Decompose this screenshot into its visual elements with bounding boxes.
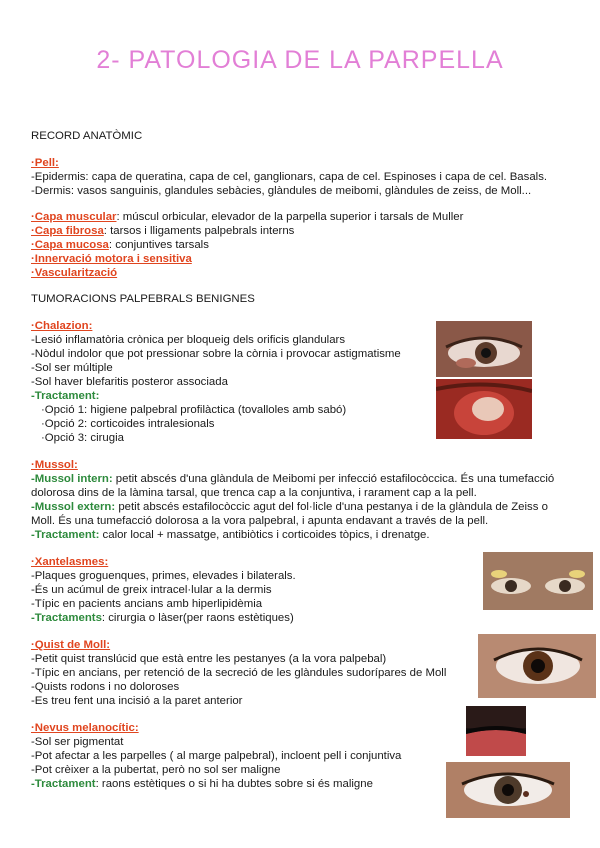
chalazion-option-1: ·Opció 1: higiene palpebral profilàctica (tovalloles amb sabó) [41,404,347,416]
capa-fibrosa [31,225,294,239]
nevus-line-1: -Sol ser pigmentat [31,736,124,748]
moll-label: ·Quist de Moll: [31,639,111,651]
mussol-intern-2: dolorosa dins de la làmina tarsal, que trenca cap a la conjuntiva, i rarament cap a la pell. [31,487,477,499]
moll-line-2: -Típic en ancians, per retenció de la secreció de les glàndules sudorípares de Moll [31,667,447,679]
moll-cyst-photo [478,634,596,698]
chalazion-line-4: -Sol haver blefaritis posteror associada [31,376,228,388]
xantelasmes-line-3: -Típic en pacients ancians amb hiperlipidèmia [31,598,263,610]
nevus-label: ·Nevus melanocític: [31,722,139,734]
nevus-tract-text: : raons estètiques o si hi ha dubtes sobre si és maligne [95,778,373,790]
nevus-lid-photo [466,706,526,756]
nevus-line-2: -Pot afectar a les parpelles ( al marge palpebral), incloent pell i conjuntiva [31,750,402,762]
nevus-tract-label: -Tractament [31,778,96,790]
nevus-eye-photo [446,762,570,818]
mussol-intern-1 [31,473,554,487]
capa-fibrosa-label: ·Capa fibrosa [31,225,104,237]
vascularitzacio-label: ·Vascularització [31,267,118,279]
moll-line-1: -Petit quist translúcid que està entre les pestanyes (a la vora palpebal) [31,653,387,665]
capa-muscular [31,211,463,225]
tumoracions-heading: TUMORACIONS PALPEBRALS BENIGNES [31,293,255,305]
capa-mucosa-text: : conjuntives tarsals [108,239,209,251]
nevus-tract [31,778,373,792]
xantelasmes-tract-label: -Tractaments [31,612,102,624]
xantelasmes-tract-text: : cirurgia o làser(per raons estètiques) [101,612,294,624]
chalazion-eye-photo [436,321,532,377]
chalazion-label: ·Chalazion: [31,320,93,332]
nevus-line-3: -Pot crèixer a la pubertat, però no sol ser maligne [31,764,281,776]
mussol-label: ·Mussol: [31,459,78,471]
mussol-extern-2: Moll. És una tumefacció dolorosa a la vora palpebral, i apunta endavant a través de la pell. [31,515,489,527]
mussol-intern-text: petit abscés d'una glàndula de Meibomi per infecció estafilocòccica. És una tumefacció [112,473,555,485]
page-title: 2- PATOLOGIA DE LA PARPELLA [96,46,504,74]
xantelasmes-tract [31,612,294,626]
chalazion-option-2: ·Opció 2: corticoides intralesionals [41,418,215,430]
record-heading: RECORD ANATÒMIC [31,130,143,142]
chalazion-line-2: -Nòdul indolor que pot pressionar sobre la còrnia i provocar astigmatisme [31,348,401,360]
xantelasmes-photo [483,552,593,610]
xantelasmes-line-1: -Plaques groguenques, primes, elevades i bilaterals. [31,570,296,582]
mussol-tract-label: -Tractament: [31,529,100,541]
mussol-intern-label: -Mussol intern: [31,473,113,485]
chalazion-line-1: -Lesió inflamatòria crònica per bloqueig dels orificis glandulars [31,334,346,346]
capa-muscular-text: : múscul orbicular, elevador de la parpella superior i tarsals de Muller [116,211,464,223]
pell-line-1: -Epidermis: capa de queratina, capa de cel, ganglionars, capa de cel. Espinoses i capa de cel. Basals. [31,171,548,183]
capa-muscular-label: ·Capa muscular [31,211,117,223]
mussol-tract-text: calor local + massatge, antibiòtics i corticoides tòpics, i drenatge. [99,529,430,541]
moll-line-3: -Quists rodons i no doloroses [31,681,180,693]
pell-label: ·Pell: [31,157,59,169]
mussol-extern-text: petit abscés estafilocòccic agut del fol·licle d'una pestanya i de la glàndula de Zeiss o [115,501,548,513]
capa-mucosa [31,239,209,253]
chalazion-line-3: -Sol ser múltiple [31,362,113,374]
chalazion-lesion-photo [436,379,532,439]
mussol-extern-1 [31,501,548,515]
chalazion-tract-label: -Tractament: [31,390,100,402]
xantelasmes-label: ·Xantelasmes: [31,556,109,568]
capa-fibrosa-text: : tarsos i lligaments palpebrals interns [103,225,295,237]
xantelasmes-line-2: -És un acúmul de greix intracel·lular a la dermis [31,584,272,596]
capa-mucosa-label: ·Capa mucosa [31,239,109,251]
mussol-extern-label: -Mussol extern: [31,501,116,513]
mussol-tract [31,529,430,543]
chalazion-option-3: ·Opció 3: cirugia [41,432,124,444]
innervacio-label: ·Innervació motora i sensitiva [31,253,192,265]
moll-line-4: -Es treu fent una incisió a la paret anterior [31,695,243,707]
pell-line-2: -Dermis: vasos sanguinis, glandules sebàcies, glàndules de meibomi, glàndules de zeiss, de Moll... [31,185,532,197]
